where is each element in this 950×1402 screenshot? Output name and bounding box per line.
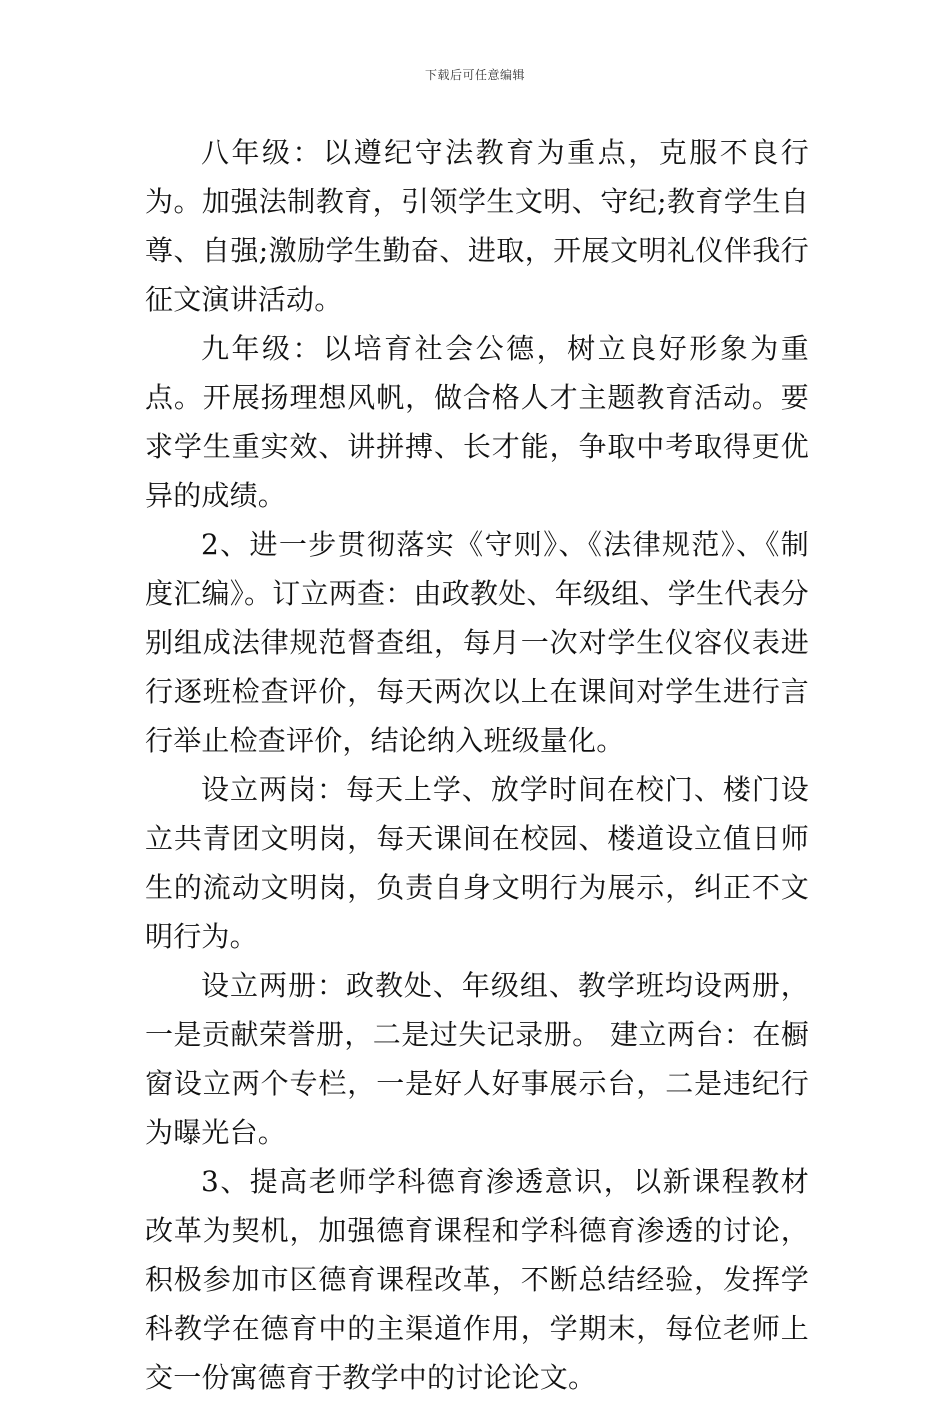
paragraph-item-2: 2、进一步贯彻落实《守则》、《法律规范》、《制度汇编》。订立两查：由政教处、年级组、学生代表分别组成法律规范督查组，每月一次对学生仪容仪表进行逐班检查评价，每天两次以上在课间对学生进行言行举止检查评价，结论纳入班级量化。 [145,528,809,757]
paragraph-grade-eight: 八年级：以遵纪守法教育为重点，克服不良行为。加强法制教育，引领学生文明、守纪;教育学生自尊、自强;激励学生勤奋、进取，开展文明礼仪伴我行征文演讲活动。 [145,136,809,316]
paragraph-two-books: 设立两册：政教处、年级组、教学班均设两册，一是贡献荣誉册，二是过失记录册。 建立两台：在橱窗设立两个专栏，一是好人好事展示台，二是违纪行为曝光台。 [145,969,809,1149]
paragraph-item-3: 3、提高老师学科德育渗透意识，以新课程教材改革为契机，加强德育课程和学科德育渗透的讨论，积极参加市区德育课程改革，不断总结经验，发挥学科教学在德育中的主渠道作用，学期末，每位老师上交一份寓德育于教学中的讨论论文。 [145,1165,809,1394]
document-body [145,128,809,1402]
paragraph-two-posts: 设立两岗：每天上学、放学时间在校门、楼门设立共青团文明岗，每天课间在校园、楼道设立值日师生的流动文明岗，负责自身文明行为展示，纠正不文明行为。 [145,773,809,953]
paragraph-grade-nine: 九年级：以培育社会公德，树立良好形象为重点。开展扬理想风帆，做合格人才主题教育活动。要求学生重实效、讲拼搏、长才能，争取中考取得更优异的成绩。 [145,332,809,512]
page-header-note: 下载后可任意编辑 [424,68,525,82]
